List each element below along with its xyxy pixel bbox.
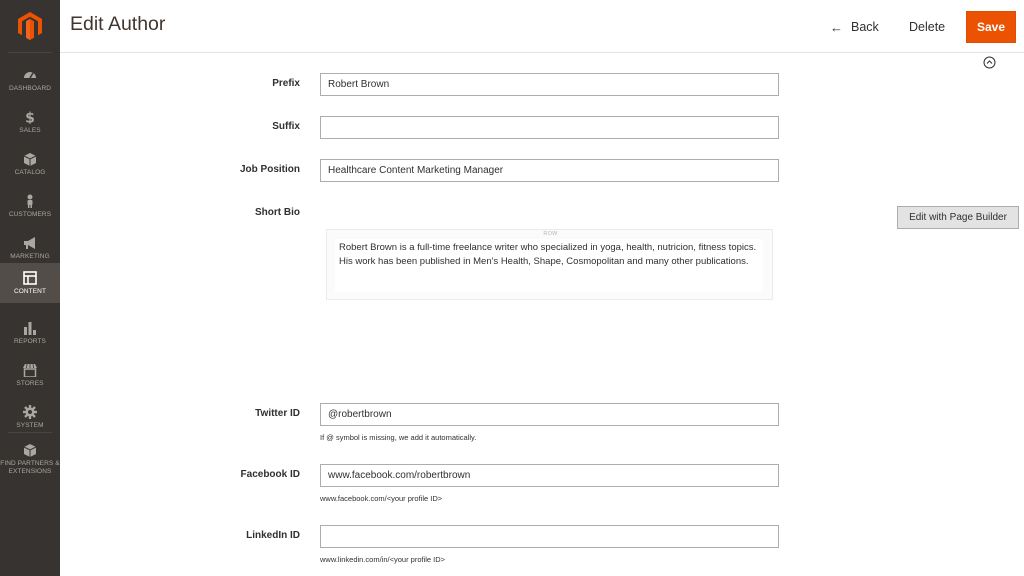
sidebar-item-catalog[interactable] <box>0 143 60 185</box>
facebook-id-input[interactable]: www.facebook.com/robertbrown <box>320 464 779 487</box>
box-icon <box>23 152 37 166</box>
dashboard-icon <box>23 68 37 82</box>
person-icon <box>23 194 37 208</box>
delete-button[interactable]: Delete <box>909 20 946 34</box>
megaphone-icon <box>23 236 37 250</box>
sidebar-item-content[interactable] <box>0 263 60 303</box>
admin-sidebar <box>0 0 60 576</box>
job-position-label: Job Position <box>240 164 300 175</box>
store-icon <box>23 363 37 377</box>
save-button[interactable]: Save <box>966 11 1016 43</box>
sidebar-item-label: REPORTS <box>13 337 46 345</box>
prefix-label: Prefix <box>272 78 300 89</box>
back-button-label: Back <box>851 20 879 34</box>
page-builder-stage[interactable] <box>326 229 773 300</box>
sidebar-item-label: SALES <box>19 126 41 134</box>
sidebar-item-sales[interactable] <box>0 101 60 143</box>
dollar-icon <box>23 110 37 124</box>
bar-chart-icon <box>23 321 37 335</box>
short-bio-text[interactable]: Robert Brown is a full-time freelance writer who specialized in yoga, health, nutricion, fitness topics. His work has been published in Men's Health, Shape, Cosmopolitan and many other publications. <box>335 239 763 292</box>
twitter-id-input[interactable]: @robertbrown <box>320 403 779 426</box>
sidebar-divider <box>8 432 52 433</box>
sidebar-item-customers[interactable] <box>0 185 60 227</box>
sidebar-item-label: CATALOG <box>14 168 46 176</box>
sidebar-item-label: DASHBOARD <box>8 84 52 92</box>
sidebar-item-label: STORES <box>16 379 44 387</box>
short-bio-label: Short Bio <box>255 207 300 218</box>
linkedin-id-label: LinkedIn ID <box>246 530 300 541</box>
prefix-input[interactable]: Robert Brown <box>320 73 779 96</box>
linkedin-id-input[interactable] <box>320 525 779 548</box>
sidebar-item-find-partners[interactable] <box>0 436 60 482</box>
sidebar-item-label: FIND PARTNERS & EXTENSIONS <box>0 459 60 475</box>
sidebar-item-label: CUSTOMERS <box>8 210 52 218</box>
row-tag: ROW <box>543 231 558 237</box>
sidebar-item-label: SYSTEM <box>16 421 44 429</box>
suffix-label: Suffix <box>272 121 300 132</box>
twitter-id-label: Twitter ID <box>255 408 300 419</box>
sidebar-item-label: MARKETING <box>10 252 50 260</box>
edit-with-page-builder-button[interactable]: Edit with Page Builder <box>897 206 1019 229</box>
page-header <box>60 0 1024 53</box>
sidebar-item-dashboard[interactable] <box>0 59 60 101</box>
job-position-input[interactable]: Healthcare Content Marketing Manager <box>320 159 779 182</box>
facebook-id-label: Facebook ID <box>240 469 300 480</box>
arrow-left-icon: ← <box>830 19 843 35</box>
gear-icon <box>23 405 37 419</box>
sidebar-item-reports[interactable] <box>0 312 60 354</box>
sidebar-item-label: CONTENT <box>13 287 47 295</box>
layout-icon <box>23 271 37 285</box>
extensions-icon <box>23 443 37 457</box>
suffix-input[interactable] <box>320 116 779 139</box>
facebook-id-note: www.facebook.com/<your profile ID> <box>320 494 443 503</box>
twitter-id-note: If @ symbol is missing, we add it automatically. <box>320 433 477 442</box>
magento-logo-icon[interactable] <box>0 0 60 52</box>
svg-text:$: $ <box>25 110 35 124</box>
sidebar-item-stores[interactable] <box>0 354 60 396</box>
sidebar-divider <box>8 52 52 53</box>
collapse-section-icon[interactable] <box>983 56 996 69</box>
back-button[interactable] <box>830 12 879 42</box>
page-title: Edit Author <box>70 13 166 35</box>
linkedin-id-note: www.linkedin.com/in/<your profile ID> <box>320 555 446 564</box>
